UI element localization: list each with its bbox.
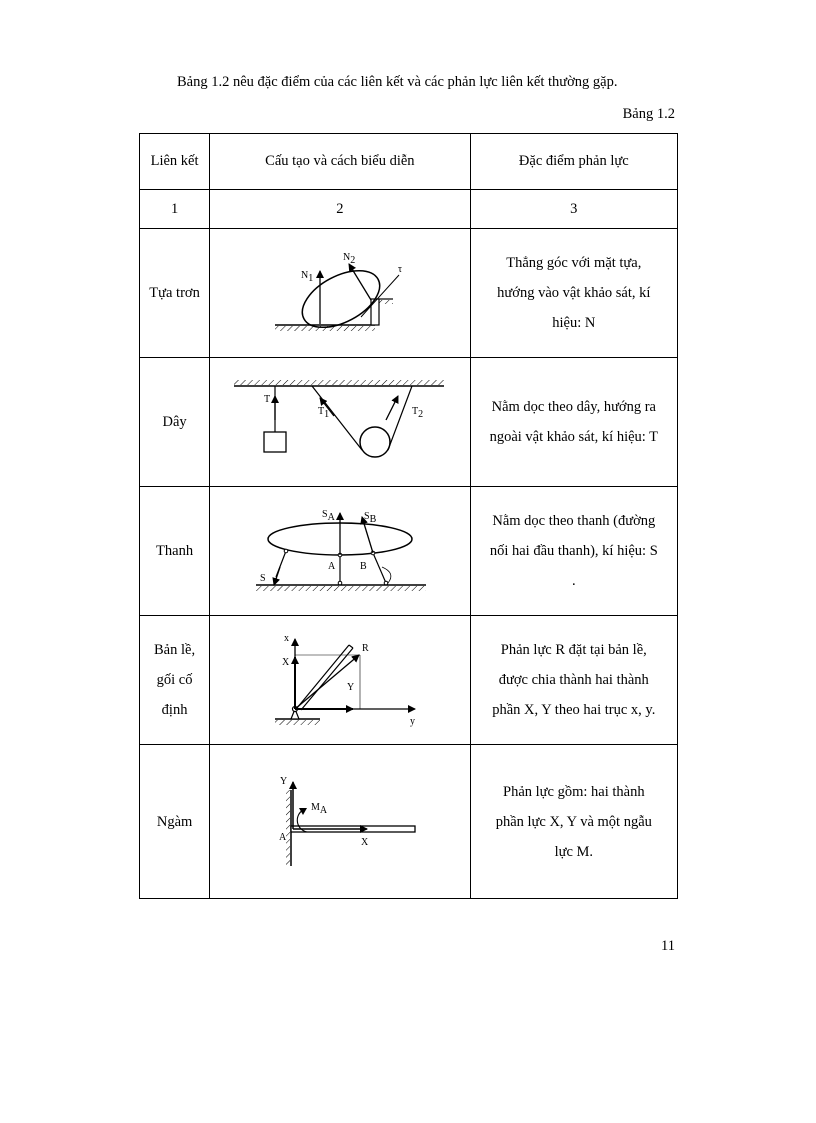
hinge-figure — [260, 631, 420, 729]
force-arrow-s — [274, 567, 280, 585]
reaction-description: Thẳng góc với mặt tựa, hướng vào vật khảo sát, kí hiệu: N — [470, 229, 677, 358]
table-row — [140, 487, 678, 616]
constraint-name: Ngàm — [140, 745, 210, 899]
reaction-description: Phản lực gồm: hai thành phần lực X, Y và một ngẫu lực M. — [470, 745, 677, 899]
label-t: T — [263, 394, 270, 405]
reaction-description: Nằm dọc theo dây, hướng ra ngoài vật khảo sát, kí hiệu: T — [470, 358, 677, 487]
normal-arrow-n2 — [349, 264, 371, 300]
table-row — [140, 616, 678, 745]
step-hatch — [379, 300, 393, 304]
figure-cell — [210, 229, 470, 358]
label-b: B — [359, 561, 367, 572]
number-cell: 3 — [470, 190, 677, 229]
header-cell: Cấu tạo và cách biểu diễn — [210, 134, 470, 190]
label-t2: T2 — [411, 406, 423, 420]
label-a: A — [278, 831, 287, 843]
number-cell: 2 — [210, 190, 470, 229]
table-number-row — [140, 190, 678, 229]
page-number: 11 — [661, 938, 675, 954]
table-row — [140, 229, 678, 358]
label-n1: N1 — [300, 270, 314, 284]
table-header-row — [140, 134, 678, 190]
bar-edge-2 — [301, 648, 353, 710]
tangent-line — [361, 275, 399, 317]
tension-arrow-t2 — [386, 396, 398, 420]
constraint-name: Tựa trơn — [140, 229, 210, 358]
label-y: Y — [279, 775, 288, 787]
smooth-support-figure — [265, 247, 415, 339]
wall-hatch — [286, 790, 290, 866]
constraint-name: Dây — [140, 358, 210, 487]
table-caption: Bảng 1.2 — [622, 106, 675, 122]
label-axis-x: x — [283, 633, 289, 644]
bar-edge-1 — [297, 645, 349, 708]
label-sb: SB — [363, 511, 377, 525]
label-x: X — [360, 836, 369, 848]
bar-figure — [250, 505, 430, 597]
label-axis-y: y — [409, 716, 415, 727]
figure-cell — [210, 487, 470, 616]
label-s: S — [259, 573, 266, 584]
table-row — [140, 745, 678, 899]
hanging-block — [264, 432, 286, 452]
header-cell: Đặc điểm phản lực — [470, 134, 677, 190]
hinge-s — [284, 549, 288, 553]
label-ma: MA — [310, 801, 327, 816]
ground-hatch — [256, 586, 426, 591]
ceiling-hatch — [234, 380, 444, 385]
label-r: R — [361, 643, 369, 654]
reaction-description: Nằm dọc theo thanh (đường nối hai đầu thanh), kí hiệu: S . — [470, 487, 677, 616]
pulley-circle — [360, 427, 390, 457]
figure-cell — [210, 358, 470, 487]
bar-end — [349, 645, 353, 648]
fixed-support-figure — [265, 772, 415, 872]
label-x: X — [281, 657, 290, 668]
intro-text: Bảng 1.2 nêu đặc điểm của các liên kết và các phản lực liên kết thường gặp. — [177, 74, 618, 90]
constraint-name: Bản lề, gối cố định — [140, 616, 210, 745]
label-y: Y — [346, 682, 355, 693]
number-cell: 1 — [140, 190, 210, 229]
header-cell: Liên kết — [140, 134, 210, 190]
angle-arc — [382, 567, 391, 583]
label-sa: SA — [321, 509, 335, 523]
table-row — [140, 358, 678, 487]
rope-right — [388, 386, 412, 450]
hinge-b-bottom — [384, 581, 388, 585]
constraints-table — [139, 133, 678, 899]
label-n2: N2 — [342, 252, 356, 266]
figure-cell — [210, 616, 470, 745]
constraint-name: Thanh — [140, 487, 210, 616]
rope-left — [312, 386, 362, 450]
hinge-a-bottom — [338, 581, 342, 585]
ground-hatch — [275, 720, 320, 725]
figure-cell — [210, 745, 470, 899]
label-a: A — [327, 561, 336, 572]
label-tau: τ — [397, 264, 402, 275]
rope-figure — [230, 374, 450, 470]
reaction-description: Phản lực R đặt tại bản lề, được chia thành hai thành phần X, Y theo hai trục x, y. — [470, 616, 677, 745]
label-t1: T1 — [317, 406, 329, 420]
